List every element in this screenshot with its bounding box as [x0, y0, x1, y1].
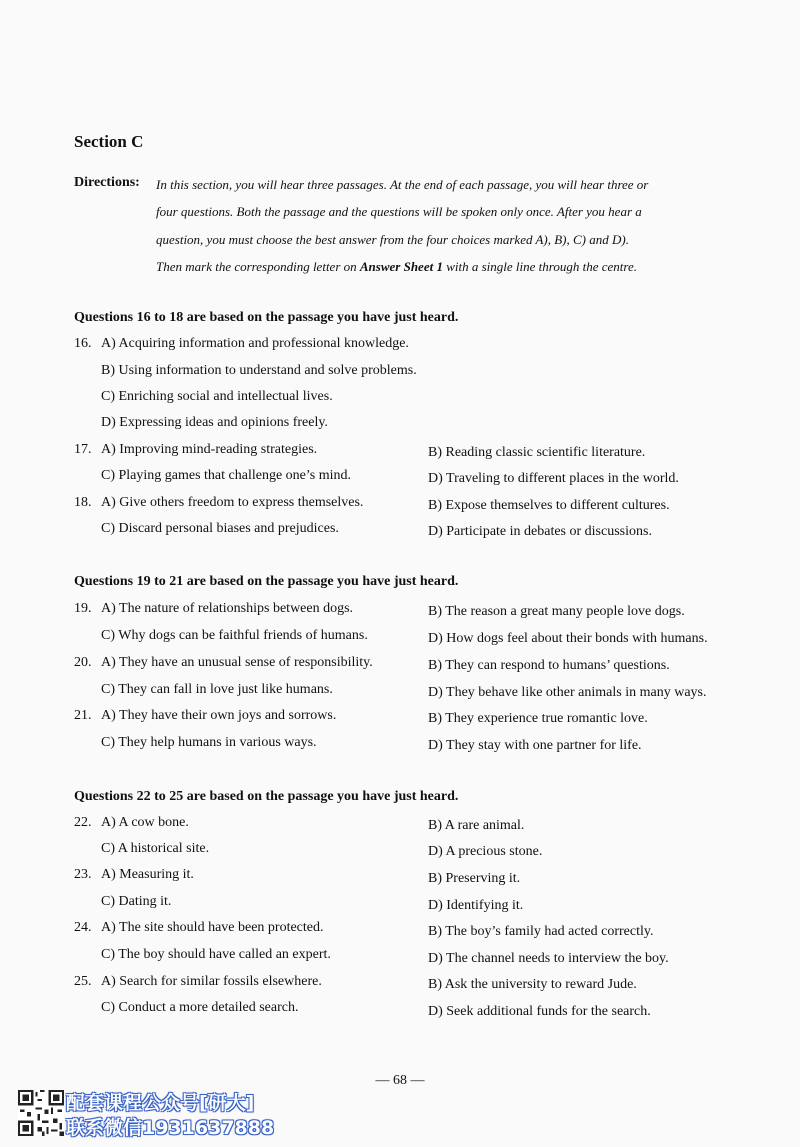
option-b: B) Using information to understand and solve problems.: [101, 363, 417, 378]
group-heading-19-21: Questions 19 to 21 are based on the passage you have just heard.: [74, 574, 459, 589]
question-number: 25.: [74, 974, 92, 989]
option-a: A) They have their own joys and sorrows.: [101, 708, 337, 723]
option-a: A) A cow bone.: [101, 815, 189, 830]
option-d: D) They behave like other animals in many ways.: [428, 685, 707, 700]
answer-sheet-reference: Answer Sheet 1: [359, 259, 443, 274]
option-c: C) Playing games that challenge one’s mind.: [101, 468, 352, 483]
option-d: D) Expressing ideas and opinions freely.: [101, 415, 328, 430]
question-23-a: [74, 867, 194, 883]
option-d: D) The channel needs to interview the boy.: [428, 951, 669, 966]
directions-line-1: In this section, you will hear three passages. At the end of each passage, you will hear three or: [156, 177, 649, 192]
option-c: C) Dating it.: [101, 894, 172, 909]
option-a: A) They have an unusual sense of responsibility.: [101, 655, 373, 670]
directions-line-2: four questions. Both the passage and the questions will be spoken only once. After you hear a: [156, 204, 642, 219]
option-b: B) Reading classic scientific literature.: [428, 445, 646, 460]
qr-code-icon: [18, 1090, 64, 1136]
question-number: 17.: [74, 442, 92, 457]
option-c: C) Why dogs can be faithful friends of humans.: [101, 628, 368, 643]
option-b: B) They experience true romantic love.: [428, 711, 648, 726]
option-d: D) How dogs feel about their bonds with humans.: [428, 631, 708, 646]
option-c: C) Discard personal biases and prejudices.: [101, 521, 339, 536]
watermark-line-2: 联系微信1931637888: [66, 1117, 275, 1139]
option-a: A) Search for similar fossils elsewhere.: [101, 974, 322, 989]
option-b: B) Expose themselves to different cultures.: [428, 498, 670, 513]
option-a: A) Improving mind-reading strategies.: [101, 442, 318, 457]
group-heading-16-18: Questions 16 to 18 are based on the passage you have just heard.: [74, 310, 459, 325]
option-a: A) The nature of relationships between dogs.: [101, 601, 354, 616]
option-a: A) Measuring it.: [101, 867, 194, 882]
option-a: A) The site should have been protected.: [101, 920, 324, 935]
question-number: 19.: [74, 601, 92, 616]
question-number: 18.: [74, 495, 92, 510]
option-c: C) Enriching social and intellectual lives.: [101, 389, 333, 404]
option-b: B) They can respond to humans’ questions.: [428, 658, 670, 673]
option-d: D) Seek additional funds for the search.: [428, 1004, 651, 1019]
option-d: D) Participate in debates or discussions.: [428, 524, 652, 539]
option-c: C) A historical site.: [101, 841, 210, 856]
question-21-a: [74, 708, 336, 724]
option-b: B) Ask the university to reward Jude.: [428, 977, 637, 992]
question-20-a: [74, 655, 373, 671]
question-number: 23.: [74, 867, 92, 882]
question-25-a: [74, 974, 322, 990]
section-title: Section C: [74, 132, 144, 151]
directions-line-4: [156, 259, 637, 275]
directions-line-4-text: Then mark the corresponding letter on: [156, 259, 357, 274]
question-17-a: [74, 442, 317, 458]
question-number: 24.: [74, 920, 92, 935]
option-b: B) Preserving it.: [428, 871, 521, 886]
group-heading-22-25: Questions 22 to 25 are based on the passage you have just heard.: [74, 789, 459, 804]
question-24-a: [74, 920, 324, 936]
option-c: C) They help humans in various ways.: [101, 735, 317, 750]
option-c: C) The boy should have called an expert.: [101, 947, 331, 962]
option-c: C) They can fall in love just like humans.: [101, 682, 333, 697]
question-number: 22.: [74, 815, 92, 830]
directions-line-4-tail: with a single line through the centre.: [446, 259, 637, 274]
question-18-a: [74, 495, 363, 511]
option-b: B) The reason a great many people love dogs.: [428, 604, 685, 619]
question-number: 16.: [74, 336, 92, 351]
directions-line-3: question, you must choose the best answer from the four choices marked A), B), C) and D).: [156, 232, 629, 247]
question-22-a: [74, 815, 189, 831]
watermark-line-1: 配套课程公众号[研大]: [66, 1092, 255, 1114]
question-number: 21.: [74, 708, 92, 723]
option-c: C) Conduct a more detailed search.: [101, 1000, 299, 1015]
question-19-a: [74, 601, 353, 617]
option-d: D) They stay with one partner for life.: [428, 738, 642, 753]
question-16-a: [74, 336, 409, 352]
page-number: — 68 —: [375, 1073, 425, 1088]
option-d: D) Traveling to different places in the world.: [428, 471, 679, 486]
option-d: D) Identifying it.: [428, 898, 524, 913]
option-a: A) Give others freedom to express themselves.: [101, 495, 364, 510]
question-number: 20.: [74, 655, 92, 670]
option-b: B) The boy’s family had acted correctly.: [428, 924, 654, 939]
option-a: A) Acquiring information and professional knowledge.: [101, 336, 409, 351]
directions-label: Directions:: [74, 175, 140, 190]
option-b: B) A rare animal.: [428, 818, 525, 833]
option-d: D) A precious stone.: [428, 844, 543, 859]
